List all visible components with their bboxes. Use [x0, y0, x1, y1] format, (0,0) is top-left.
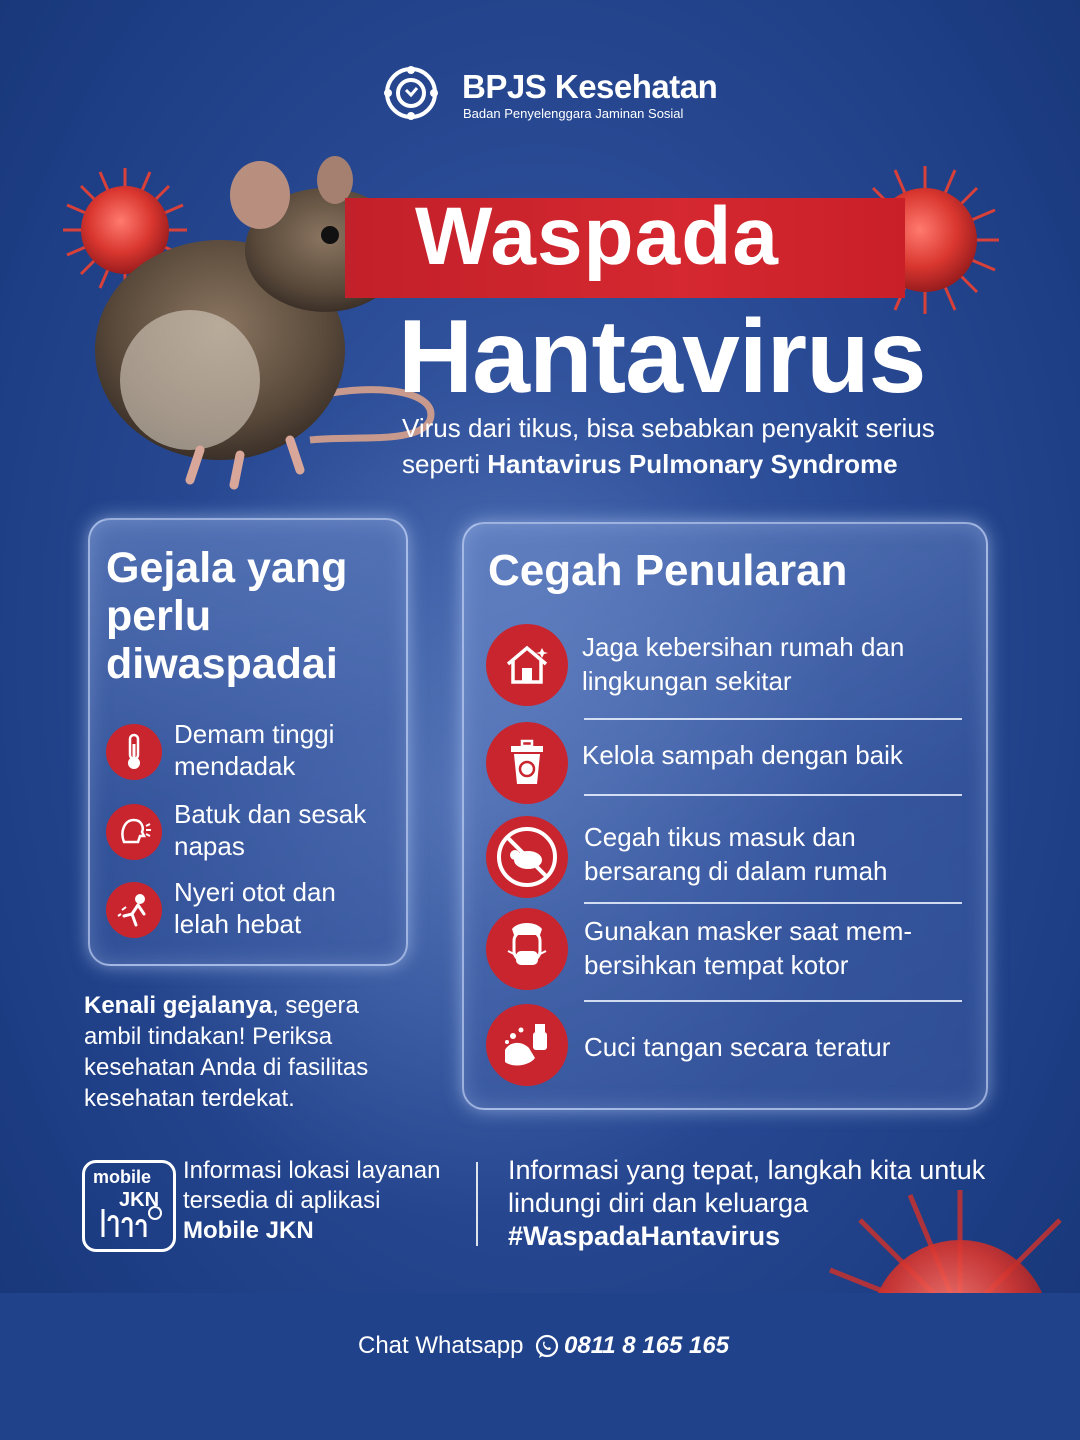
- chat-whatsapp-label: Chat Whatsapp: [358, 1332, 524, 1359]
- bpjs-logo-icon: [384, 66, 438, 120]
- brand-logo: [384, 66, 744, 126]
- advice-rest: , segera ambil tindakan! Periksa kesehatan Anda di fasilitas kesehatan terdekat.: [84, 992, 369, 1112]
- headline-hantavirus: Hantavirus: [398, 299, 926, 415]
- jkn-info: Informasi lokasi layanan tersedia di aplikasi: [183, 1157, 441, 1214]
- prevention-text: Cegah tikus masuk dan bersarang di dalam rumah: [584, 822, 888, 886]
- whatsapp-number[interactable]: 0811 8 165 165: [564, 1332, 730, 1359]
- clean-house-icon: [486, 624, 568, 706]
- subtitle-bold: Hantavirus Pulmonary Syndrome: [487, 449, 898, 479]
- coughing-person-icon: [106, 804, 162, 860]
- footer-bar: [0, 1293, 1080, 1440]
- jkn-logo-bottom: JKN: [119, 1189, 160, 1211]
- advice-bold: Kenali gejalanya: [84, 992, 273, 1019]
- prevention-title: Cegah Penularan: [488, 546, 848, 595]
- prevention-text: Jaga kebersihan rumah dan lingkungan sekitar: [582, 632, 905, 696]
- prevention-card: [462, 522, 988, 1110]
- divider: [584, 794, 962, 796]
- mobile-jkn-logo: [82, 1160, 176, 1252]
- divider: [584, 718, 962, 720]
- prevention-text: Gunakan masker saat mem-bersihkan tempat kotor: [584, 916, 913, 980]
- symptom-text: Batuk dan sesak napas: [174, 799, 367, 861]
- divider: [584, 902, 962, 904]
- tagline: [508, 1154, 1028, 1253]
- subtitle-prefix: seperti: [402, 449, 488, 479]
- trash-bin-icon: [486, 722, 568, 804]
- headline-waspada: Waspada: [415, 191, 779, 282]
- prevention-text: Kelola sampah dengan baik: [582, 740, 903, 770]
- vertical-divider: [476, 1162, 478, 1246]
- whatsapp-icon: [534, 1334, 560, 1360]
- jkn-info-bold: Mobile JKN: [183, 1217, 314, 1244]
- hashtag: #WaspadaHantavirus: [508, 1221, 781, 1251]
- symptoms-card: [88, 518, 408, 966]
- symptom-text: Demam tinggi mendadak: [174, 719, 335, 781]
- mask-icon: [486, 908, 568, 990]
- brand-subtitle: Badan Penyelenggara Jaminan Sosial: [463, 106, 684, 121]
- advice-text: [84, 990, 414, 1114]
- hand-swipe-icon: [89, 1203, 167, 1243]
- jkn-logo-top: mobile: [93, 1167, 152, 1187]
- jkn-info-text: [183, 1156, 453, 1246]
- tagline-text: Informasi yang tepat, langkah kita untuk lindungi diri dan keluarga: [508, 1155, 986, 1218]
- headline-subtitle-line2: [402, 449, 898, 480]
- headline-subtitle-line1: Virus dari tikus, bisa sebabkan penyakit serius: [402, 413, 935, 443]
- prevention-text: Cuci tangan secara teratur: [584, 1032, 891, 1062]
- muscle-pain-icon: [106, 882, 162, 938]
- brand-name: BPJS Kesehatan: [462, 68, 718, 105]
- no-rat-icon: [486, 816, 568, 898]
- divider: [584, 1000, 962, 1002]
- thermometer-icon: [106, 724, 162, 780]
- symptoms-title: Gejala yang perlu diwaspadai: [106, 544, 348, 688]
- hand-wash-icon: [486, 1004, 568, 1086]
- symptom-text: Nyeri otot dan lelah hebat: [174, 877, 336, 939]
